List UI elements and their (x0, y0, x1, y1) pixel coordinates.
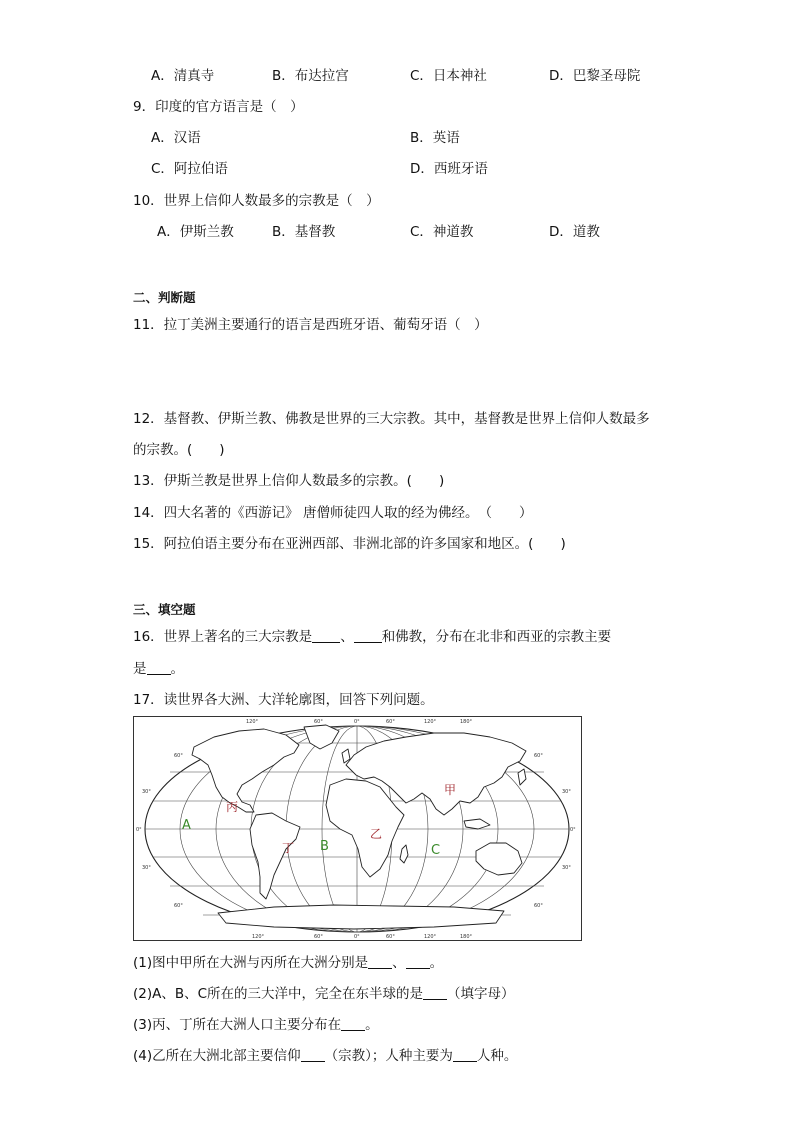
antarctica-shape (218, 905, 504, 929)
q8-option-c[interactable]: C．日本神社 (410, 68, 487, 84)
lat-tick-label: 30° (562, 865, 571, 871)
lon-tick-label: 120° (424, 934, 437, 940)
lat-tick-label: 30° (142, 865, 151, 871)
madagascar-shape (400, 845, 408, 863)
lat-tick-label: 60° (534, 903, 543, 909)
q17-sub4-end: 人种。 (476, 1048, 518, 1064)
q17-sub4-blank-1[interactable] (301, 1047, 325, 1062)
continent-outlines (192, 725, 526, 929)
q16-line1 (133, 628, 611, 646)
q17-sub3 (133, 1016, 379, 1034)
q17-sub1-sep: 、 (392, 955, 406, 971)
q17-sub1-end: 。 (429, 955, 444, 971)
q17-sub1-blank-2[interactable] (406, 954, 430, 969)
lat-tick-label: 30° (142, 789, 151, 795)
q10-option-a[interactable]: A．伊斯兰教 (157, 224, 234, 240)
map-label-ocean-c: C (431, 843, 441, 858)
lat-tick-label: 60° (174, 903, 183, 909)
lon-tick-label: 0° (354, 934, 360, 940)
q17-sub4-blank-2[interactable] (453, 1047, 477, 1062)
q12-text-line2: 的宗教。( ) (133, 442, 225, 458)
q9-option-b[interactable]: B．英语 (410, 130, 460, 146)
indonesia-shape (464, 819, 490, 829)
lon-tick-label: 60° (386, 719, 395, 725)
north-america-shape (192, 729, 299, 812)
lon-tick-label: 180° (460, 934, 473, 940)
lat-tick-label: 60° (534, 753, 543, 759)
lon-tick-label: 120° (252, 934, 265, 940)
q16-sep: 、 (340, 629, 354, 645)
q8-option-d[interactable]: D．巴黎圣母院 (549, 68, 641, 84)
q9-option-c[interactable]: C．阿拉伯语 (151, 161, 228, 177)
q17-sub1-text: (1)图中甲所在大洲与丙所在大洲分别是 (133, 955, 369, 971)
q8-option-a[interactable]: A．清真寺 (151, 68, 215, 84)
section-heading-judgement: 二、判断题 (133, 290, 196, 305)
lon-tick-label: 60° (314, 934, 323, 940)
map-label-ocean-a: A (182, 818, 191, 833)
lon-tick-label: 120° (246, 719, 259, 725)
lon-tick-label: 120° (424, 719, 437, 725)
map-label-ocean-b: B (320, 839, 329, 854)
q10-option-b[interactable]: B．基督教 (272, 224, 336, 240)
lat-tick-label: 0° (570, 827, 576, 833)
q17-sub1-blank-1[interactable] (368, 954, 392, 969)
q9-stem: 9．印度的官方语言是（ ） (133, 99, 304, 115)
q17-sub3-text: (3)丙、丁所在大洲人口主要分布在 (133, 1017, 342, 1033)
africa-shape (326, 779, 404, 877)
lon-tick-label: 180° (460, 719, 473, 725)
world-map-svg (134, 717, 581, 940)
greenland-shape (304, 725, 339, 749)
q10-stem: 10．世界上信仰人数最多的宗教是（ ） (133, 193, 380, 209)
q17-sub3-blank[interactable] (341, 1016, 365, 1031)
q16-blank-3[interactable] (147, 660, 171, 675)
q13-text: 13．伊斯兰教是世界上信仰人数最多的宗教。( ) (133, 473, 445, 489)
q16-text-c: 是 (133, 661, 147, 677)
section-heading-fill-blank: 三、填空题 (133, 602, 196, 617)
lon-tick-label: 0° (354, 719, 360, 725)
q16-line2 (133, 660, 184, 678)
q17-sub2 (133, 985, 515, 1003)
map-label-ding: 丁 (282, 841, 295, 855)
q16-end: 。 (170, 661, 184, 677)
map-label-yi: 乙 (370, 827, 383, 841)
world-map-figure (133, 716, 582, 941)
japan-shape (518, 769, 526, 785)
q14-text: 14．四大名著的《西游记》 唐僧师徒四人取的经为佛经。 （ ） (133, 505, 533, 521)
q11-text: 11．拉丁美洲主要通行的语言是西班牙语、葡萄牙语（ ） (133, 317, 488, 333)
q16-text-a: 16．世界上著名的三大宗教是 (133, 629, 313, 645)
q9-option-d[interactable]: D．西班牙语 (410, 161, 488, 177)
q10-option-d[interactable]: D．道教 (549, 224, 600, 240)
q17-stem: 17．读世界各大洲、大洋轮廓图，回答下列问题。 (133, 692, 434, 708)
q17-sub1 (133, 954, 443, 972)
q17-sub4-text-a: (4)乙所在大洲北部主要信仰 (133, 1048, 301, 1064)
q17-sub2-blank[interactable] (423, 985, 447, 1000)
q17-sub2-end: （填字母） (447, 986, 515, 1002)
q12-text-line1: 12．基督教、伊斯兰教、佛教是世界的三大宗教。其中，基督教是世界上信仰人数最多 (133, 411, 650, 427)
q10-option-c[interactable]: C．神道教 (410, 224, 474, 240)
q16-blank-1[interactable] (312, 628, 340, 643)
lat-tick-label: 60° (174, 753, 183, 759)
q17-sub4-text-b: （宗教）；人种主要为 (324, 1048, 453, 1064)
q8-option-b[interactable]: B．布达拉宫 (272, 68, 349, 84)
lon-tick-label: 60° (314, 719, 323, 725)
q16-text-b: 和佛教，分布在北非和西亚的宗教主要 (381, 629, 612, 645)
q9-option-a[interactable]: A．汉语 (151, 130, 201, 146)
australia-shape (476, 843, 522, 875)
q17-sub2-text: (2)A、B、C所在的三大洋中，完全在东半球的是 (133, 986, 424, 1002)
q16-blank-2[interactable] (354, 628, 382, 643)
map-label-jia: 甲 (444, 783, 457, 797)
lat-tick-label: 30° (562, 789, 571, 795)
q17-sub3-end: 。 (365, 1017, 379, 1033)
q15-text: 15．阿拉伯语主要分布在亚洲西部、非洲北部的许多国家和地区。( ) (133, 536, 566, 552)
lat-tick-label: 0° (136, 827, 142, 833)
q17-sub4 (133, 1047, 517, 1065)
lon-tick-label: 60° (386, 934, 395, 940)
map-label-bing: 丙 (226, 800, 239, 814)
